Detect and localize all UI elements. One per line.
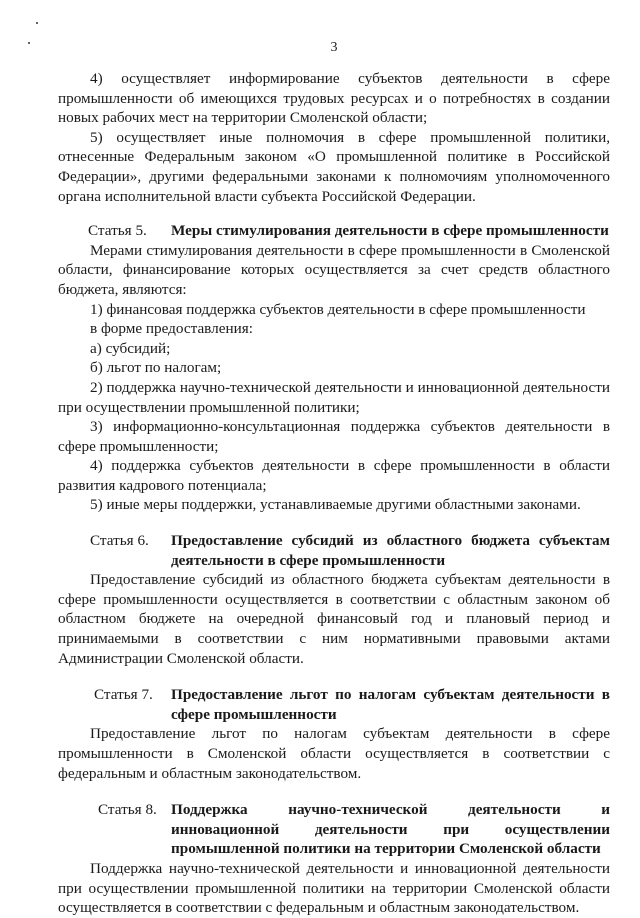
article-8-number: Статья 8. xyxy=(98,801,157,819)
article-7-title: Предоставление льгот по налогам субъектам деятельности в сфере промышленности xyxy=(171,686,610,723)
article-7-heading xyxy=(58,685,610,724)
article-5-item-1-cont: в форме предоставления: xyxy=(90,320,253,338)
page-number: 3 xyxy=(330,40,338,55)
article-5-title: Меры стимулирования деятельности в сфере промышленности xyxy=(171,222,609,240)
article-7-number: Статья 7. xyxy=(94,686,153,704)
article-6-title: Предоставление субсидий из областного бюджета субъектам деятельности в сфере промышленности xyxy=(171,532,610,569)
intro-item-4: 4) осуществляет информирование субъектов деятельности в сфере промышленности об имеющихся трудовых ресурсах и о потребностях в создании новых рабочих мест на территории Смоленской области; xyxy=(58,70,610,127)
article-5-item-5: 5) иные меры поддержки, устанавливаемые другими областными законами. xyxy=(90,496,581,514)
article-6-number: Статья 6. xyxy=(90,532,149,550)
article-5-lead: Мерами стимулирования деятельности в сфере промышленности в Смоленской области, финансирование которых осуществляется за счет средств областного бюджета, являются: xyxy=(58,241,610,298)
document-body xyxy=(58,69,610,918)
scan-speck xyxy=(36,22,38,24)
article-6-text: Предоставление субсидий из областного бюджета субъектам деятельности в сфере промышленности осуществляется в соответствии с областным законом об областном бюджете на очередной финансовый год и плановый период и принимаемыми в соответствии с ним нормативными правовыми актами Администрации Смоленской области. xyxy=(58,571,610,667)
article-5-item-1: 1) финансовая поддержка субъектов деятельности в сфере промышленности xyxy=(90,300,586,318)
article-5-number: Статья 5. xyxy=(88,222,147,240)
scan-speck xyxy=(28,42,30,44)
article-5-item-2: 2) поддержка научно-технической деятельности и инновационной деятельности при осуществлении промышленной политики; xyxy=(58,378,610,416)
article-5-item-4: 4) поддержка субъектов деятельности в сфере промышленности в области развития кадрового потенциала; xyxy=(58,457,610,494)
article-7-text: Предоставление льгот по налогам субъектам деятельности в сфере промышленности в Смоленской области осуществляется в соответствии с федеральным и областным законодательством. xyxy=(58,725,610,782)
article-8-title: Поддержка научно-технической деятельности и инновационной деятельности при осуществлении промышленной политики на территории Смоленской области xyxy=(171,801,610,858)
article-8-heading xyxy=(58,800,610,859)
article-6-heading xyxy=(58,531,610,570)
article-5-item-3: 3) информационно-консультационная поддержка субъектов деятельности в сфере промышленности; xyxy=(58,418,610,455)
article-5-heading xyxy=(58,221,610,241)
article-5-item-1b: б) льгот по налогам; xyxy=(90,359,222,377)
article-8-text: Поддержка научно-технической деятельности и инновационной деятельности при осуществлении промышленной политики на территории Смоленской области осуществляется в соответствии с федеральным и областным законодательством. xyxy=(58,859,610,917)
article-5-item-1a: а) субсидий; xyxy=(90,339,171,357)
intro-item-5: 5) осуществляет иные полномочия в сфере промышленной политики, отнесенные Федеральным законом «О промышленной политике в Российской Федерации», другими федеральными законами к полномочиям уполномоченного органа исполнительной власти субъекта Российской Федерации. xyxy=(58,128,610,205)
